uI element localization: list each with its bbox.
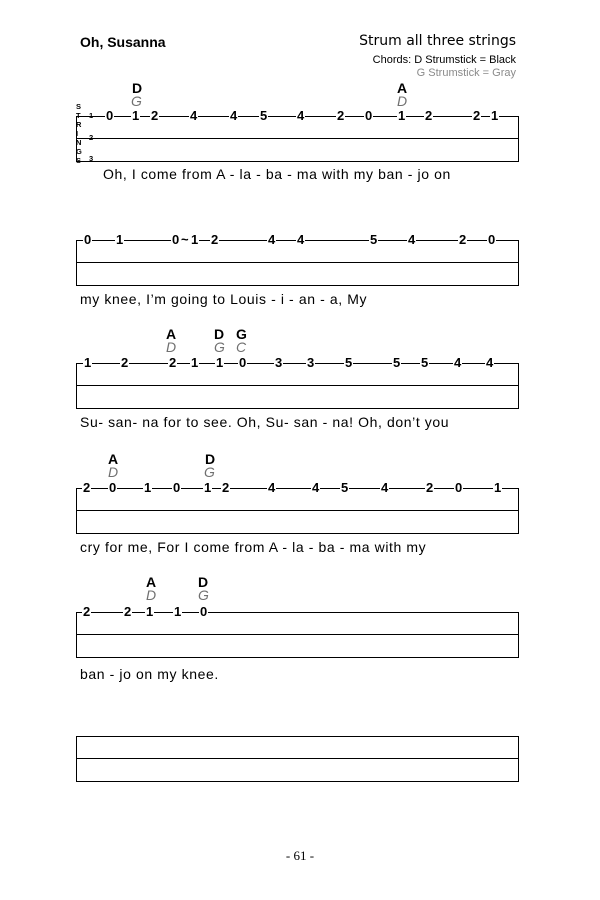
- chord-black: D: [214, 326, 225, 342]
- chord-black: G: [236, 326, 247, 342]
- tab-note: 3: [275, 355, 283, 370]
- chord-black: A: [397, 80, 408, 96]
- tab-note: 4: [297, 108, 305, 123]
- tab-note: 2: [121, 355, 129, 370]
- tab-note: 2: [211, 232, 219, 247]
- lyric-line: Oh, I come from A - la - ba - ma with my ban - jo on: [103, 166, 451, 182]
- tab-note: 2: [83, 604, 91, 619]
- legend-black: Chords: D Strumstick = Black: [372, 54, 516, 66]
- chord-black: A: [146, 574, 157, 590]
- strum-instruction: Strum all three strings: [359, 33, 516, 49]
- tab-note: 1: [174, 604, 182, 619]
- lyric-line: my knee, I’m going to Louis - i - an - a, My: [80, 291, 368, 307]
- tab-note: 0: [239, 355, 247, 370]
- tab-note: 4: [268, 480, 276, 495]
- tab-note: 2: [169, 355, 177, 370]
- chord-black: D: [198, 574, 209, 590]
- tab-note: 5: [421, 355, 429, 370]
- tab-note: 2: [473, 108, 481, 123]
- tab-staff: [76, 604, 519, 658]
- tab-note: 5: [370, 232, 378, 247]
- chord-gray: G: [204, 464, 215, 480]
- tab-note: 2: [337, 108, 345, 123]
- tab-note: 5: [393, 355, 401, 370]
- chord-black: A: [166, 326, 177, 342]
- tab-note: 4: [381, 480, 389, 495]
- chord-gray: D: [146, 587, 157, 603]
- chord-gray: C: [236, 339, 247, 355]
- tab-note: 5: [345, 355, 353, 370]
- chord-gray: D: [397, 93, 408, 109]
- tab-note: 1: [494, 480, 502, 495]
- tab-note: 1: [204, 480, 212, 495]
- tab-note: 0: [106, 108, 114, 123]
- chord-gray: G: [214, 339, 225, 355]
- tab-note: 2: [425, 108, 433, 123]
- tab-note: 4: [297, 232, 305, 247]
- strings-label: S T R I N G S: [76, 102, 82, 165]
- tab-note: 2: [83, 480, 91, 495]
- tab-note: 1: [144, 480, 152, 495]
- tab-note: 1: [216, 355, 224, 370]
- tab-note: 5: [260, 108, 268, 123]
- chord-gray: D: [166, 339, 177, 355]
- tab-note: 0: [200, 604, 208, 619]
- tab-note: 4: [312, 480, 320, 495]
- tab-note: 5: [341, 480, 349, 495]
- string-number-3: 3: [89, 154, 94, 163]
- string-number-1: 1: [89, 111, 94, 120]
- chord-black: A: [108, 451, 119, 467]
- lyric-line: Su- san- na for to see. Oh, Su- san - na! Oh, don’t you: [80, 414, 450, 430]
- lyric-line: cry for me, For I come from A - la - ba - ma with my: [80, 539, 427, 555]
- empty-tab-staff: [76, 736, 519, 782]
- tab-note: 1: [84, 355, 92, 370]
- tab-note: 0: [172, 232, 180, 247]
- tab-note: 1: [116, 232, 124, 247]
- tab-note: 2: [459, 232, 467, 247]
- chord-black: D: [205, 451, 216, 467]
- tab-note: 0: [109, 480, 117, 495]
- tab-note: 1: [132, 108, 140, 123]
- tab-note: 4: [268, 232, 276, 247]
- tab-note: 0: [488, 232, 496, 247]
- tab-note: 4: [230, 108, 238, 123]
- tab-staff: [76, 232, 519, 286]
- tab-note: 2: [222, 480, 230, 495]
- chord-black: D: [132, 80, 143, 96]
- chord-gray: D: [108, 464, 119, 480]
- chord-legend: [373, 54, 516, 80]
- tab-note: 0: [365, 108, 373, 123]
- tab-note: 4: [408, 232, 416, 247]
- tab-staff: [76, 480, 519, 534]
- tab-staff: [76, 355, 519, 409]
- tab-note: 4: [454, 355, 462, 370]
- tab-note: 4: [190, 108, 198, 123]
- tab-note: 2: [426, 480, 434, 495]
- tab-note: 1: [191, 232, 199, 247]
- tab-note: 0: [84, 232, 92, 247]
- tab-staff: [76, 108, 519, 162]
- tab-note: 0: [455, 480, 463, 495]
- legend-gray: G Strumstick = Gray: [416, 67, 516, 79]
- tab-note: 2: [151, 108, 159, 123]
- tab-note: 2: [124, 604, 132, 619]
- tab-note: 1: [491, 108, 499, 123]
- lyric-line: ban - jo on my knee.: [80, 666, 219, 682]
- tab-note: 3: [307, 355, 315, 370]
- tab-note: 1: [398, 108, 406, 123]
- page-number: - 61 -: [285, 848, 315, 863]
- song-title: Oh, Susanna: [80, 34, 166, 50]
- chord-gray: G: [131, 93, 142, 109]
- chord-gray: G: [198, 587, 209, 603]
- tab-note: 4: [486, 355, 494, 370]
- tab-note: 0: [173, 480, 181, 495]
- tab-note: 1: [191, 355, 199, 370]
- string-number-2: 2: [89, 133, 94, 142]
- tab-note: ~: [181, 232, 189, 247]
- tab-note: 1: [146, 604, 154, 619]
